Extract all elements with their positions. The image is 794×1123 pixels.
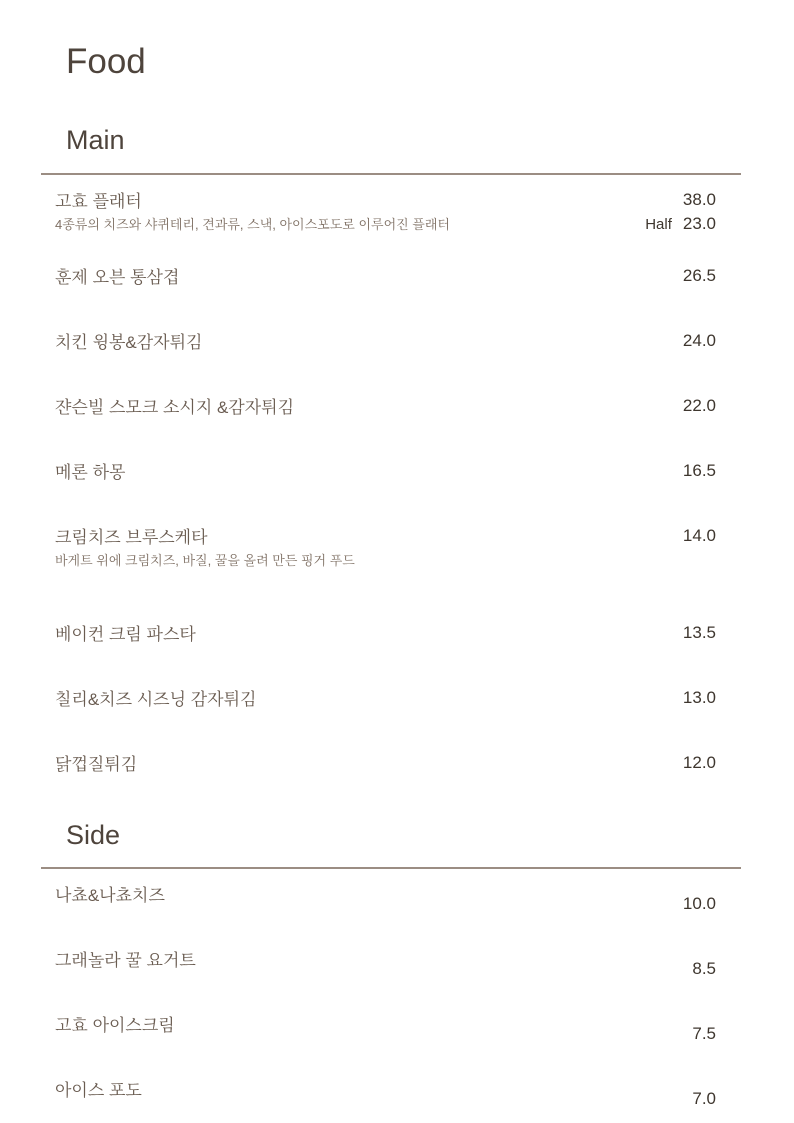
section-items xyxy=(0,869,794,1109)
menu-item-text xyxy=(55,397,294,418)
menu-item-text xyxy=(55,624,196,645)
item-price: 7.5 xyxy=(692,1024,716,1044)
item-price-column xyxy=(683,752,716,773)
menu-item-text xyxy=(55,885,165,906)
menu-section-main xyxy=(0,124,794,774)
menu-item-text xyxy=(55,462,125,483)
item-name: 칠리&치즈 시즈닝 감자튀김 xyxy=(55,689,257,709)
menu-item xyxy=(55,885,716,914)
item-half-price: 23.0 xyxy=(682,213,716,233)
menu-sections xyxy=(0,124,794,1109)
section-title: Main xyxy=(66,125,125,156)
item-price-column xyxy=(683,330,716,351)
item-name: 훈제 오븐 통삼겹 xyxy=(55,267,180,287)
half-label: Half xyxy=(645,215,672,233)
item-price-column xyxy=(692,958,716,979)
item-name: 크림치즈 브루스케타 xyxy=(55,527,208,547)
menu-item xyxy=(55,1080,716,1109)
item-price: 22.0 xyxy=(682,395,716,415)
item-price: 16.5 xyxy=(682,460,716,480)
item-price-column xyxy=(683,893,716,914)
menu-item-text xyxy=(55,332,202,353)
menu-item-text xyxy=(55,1080,142,1101)
menu-item xyxy=(55,267,716,288)
item-name: 그래놀라 꿀 요거트 xyxy=(55,951,196,971)
item-price: 38.0 xyxy=(682,189,716,209)
menu-item-text xyxy=(55,267,179,288)
item-name: 치킨 윙봉&감자튀김 xyxy=(55,332,203,352)
item-name: 아이스 포도 xyxy=(55,1081,142,1101)
item-price-column xyxy=(683,687,716,708)
menu-item xyxy=(55,397,716,418)
item-name: 메론 하몽 xyxy=(55,462,126,482)
page-title: Food xyxy=(66,42,146,81)
item-price-column xyxy=(683,265,716,286)
item-price-column xyxy=(683,622,716,643)
item-name: 나쵸&나쵸치즈 xyxy=(55,886,165,906)
item-name: 닭껍질튀김 xyxy=(55,754,138,774)
item-price-column xyxy=(683,460,716,481)
item-price: 26.5 xyxy=(682,265,716,285)
item-description: 바게트 위에 크림치즈, 바질, 꿀을 올려 만든 핑거 푸드 xyxy=(55,552,355,568)
menu-item xyxy=(55,950,716,979)
menu-item xyxy=(55,332,716,353)
menu-item-text xyxy=(55,527,355,569)
item-name: 고효 아이스크림 xyxy=(55,1016,175,1036)
item-name: 고효 플래터 xyxy=(55,191,142,211)
item-description: 4종류의 치즈와 샤퀴테리, 견과류, 스낵, 아이스포도로 이루어진 플래터 xyxy=(55,216,450,232)
item-price-column xyxy=(645,189,716,235)
item-price: 13.0 xyxy=(682,687,716,707)
item-price-column xyxy=(692,1023,716,1044)
item-price-column xyxy=(683,525,716,546)
item-half-price-line xyxy=(645,213,716,235)
item-price: 8.5 xyxy=(692,959,716,979)
menu-item-text xyxy=(55,950,196,971)
menu-item-text xyxy=(55,1015,175,1036)
item-price: 14.0 xyxy=(682,525,716,545)
menu-item xyxy=(55,689,716,710)
item-name: 베이컨 크림 파스타 xyxy=(55,624,196,644)
item-price: 24.0 xyxy=(682,330,716,350)
menu-item xyxy=(55,191,716,237)
item-price-column xyxy=(692,1088,716,1109)
section-items xyxy=(0,175,794,775)
item-name: 쟌슨빌 스모크 소시지 &감자튀김 xyxy=(55,397,294,417)
item-price: 7.0 xyxy=(692,1089,716,1109)
item-price: 12.0 xyxy=(682,752,716,772)
menu-item-text xyxy=(55,191,450,233)
menu-item-text xyxy=(55,689,256,710)
menu-item xyxy=(55,462,716,483)
item-price-column xyxy=(683,395,716,416)
menu-item-text xyxy=(55,754,137,775)
menu-item xyxy=(55,1015,716,1044)
item-price: 10.0 xyxy=(682,894,716,914)
menu-item xyxy=(55,624,716,645)
menu-section-side xyxy=(0,819,794,1109)
menu-item xyxy=(55,754,716,775)
item-price: 13.5 xyxy=(682,622,716,642)
section-title: Side xyxy=(66,819,121,850)
menu-item xyxy=(55,527,716,569)
